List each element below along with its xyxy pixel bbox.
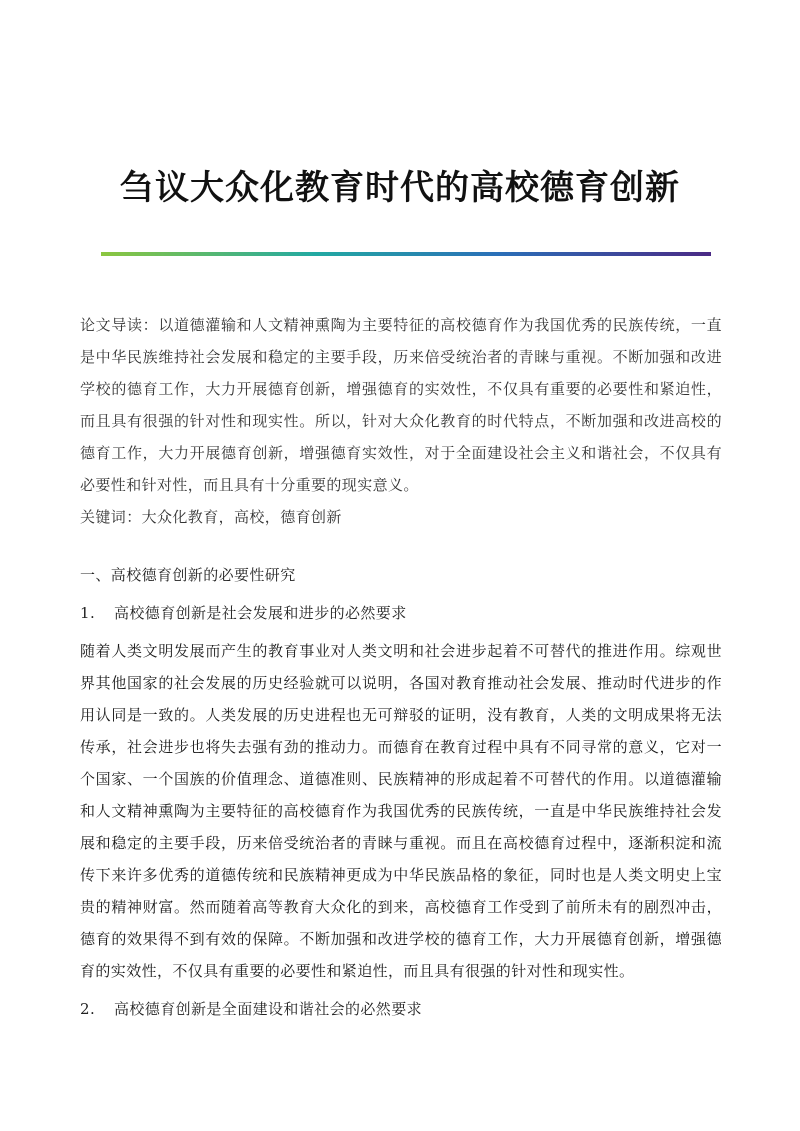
abstract-paragraph: 论文导读：以道德灌输和人文精神熏陶为主要特征的高校德育作为我国优秀的民族传统，一直是中华民族维持社会发展和稳定的主要手段，历来倍受统治者的青睐与重视。不断加强和改进学校的德育工作，大力开展德育创新，增强德育的实效性，不仅具有重要的必要性和紧迫性，而且具有很强的针对性和现实性。所以，针对大众化教育的时代特点，不断加强和改进高校的德育工作，大力开展德育创新，增强德育实效性，对于全面建设社会主义和谐社会，不仅具有必要性和针对性，而且具有十分重要的现实意义。 [80,316,722,494]
section-heading: 一、高校德育创新的必要性研究 [80,566,296,584]
subsection-heading-2 [80,993,722,1025]
keywords-line: 关键词：大众化教育，高校，德育创新 [80,508,342,526]
subsection-number-2: 2. [80,1000,96,1018]
page-title: 刍议大众化教育时代的高校德育创新 [120,168,680,208]
subsection-title-2: 高校德育创新是全面建设和谐社会的必然要求 [114,1000,423,1018]
document-body [80,309,722,1025]
subsection-title-1: 高校德育创新是社会发展和进步的必然要求 [114,604,407,622]
subsection-heading-1 [80,597,722,629]
title-divider [101,252,711,256]
body-paragraph-1: 随着人类文明发展而产生的教育事业对人类文明和社会进步起着不可替代的推进作用。综观世界其他国家的社会发展的历史经验就可以说明，各国对教育推动社会发展、推动时代进步的作用认同是一致的。人类发展的历史进程也无可辩驳的证明，没有教育，人类的文明成果将无法传承，社会进步也将失去强有劲的推动力。而德育在教育过程中具有不同寻常的意义，它对一个国家、一个国族的价值理念、道德准则、民族精神的形成起着不可替代的作用。以道德灌输和人文精神熏陶为主要特征的高校德育作为我国优秀的民族传统，一直是中华民族维持社会发展和稳定的主要手段，历来倍受统治者的青睐与重视。而且在高校德育过程中，逐渐积淀和流传下来许多优秀的道德传统和民族精神更成为中华民族品格的象征，同时也是人类文明史上宝贵的精神财富。然而随着高等教育大众化的到来，高校德育工作受到了前所未有的剧烈冲击，德育的效果得不到有效的保障。不断加强和改进学校的德育工作，大力开展德育创新，增强德育的实效性，不仅具有重要的必要性和紧迫性，而且具有很强的针对性和现实性。 [80,642,722,980]
subsection-number-1: 1. [80,604,96,622]
